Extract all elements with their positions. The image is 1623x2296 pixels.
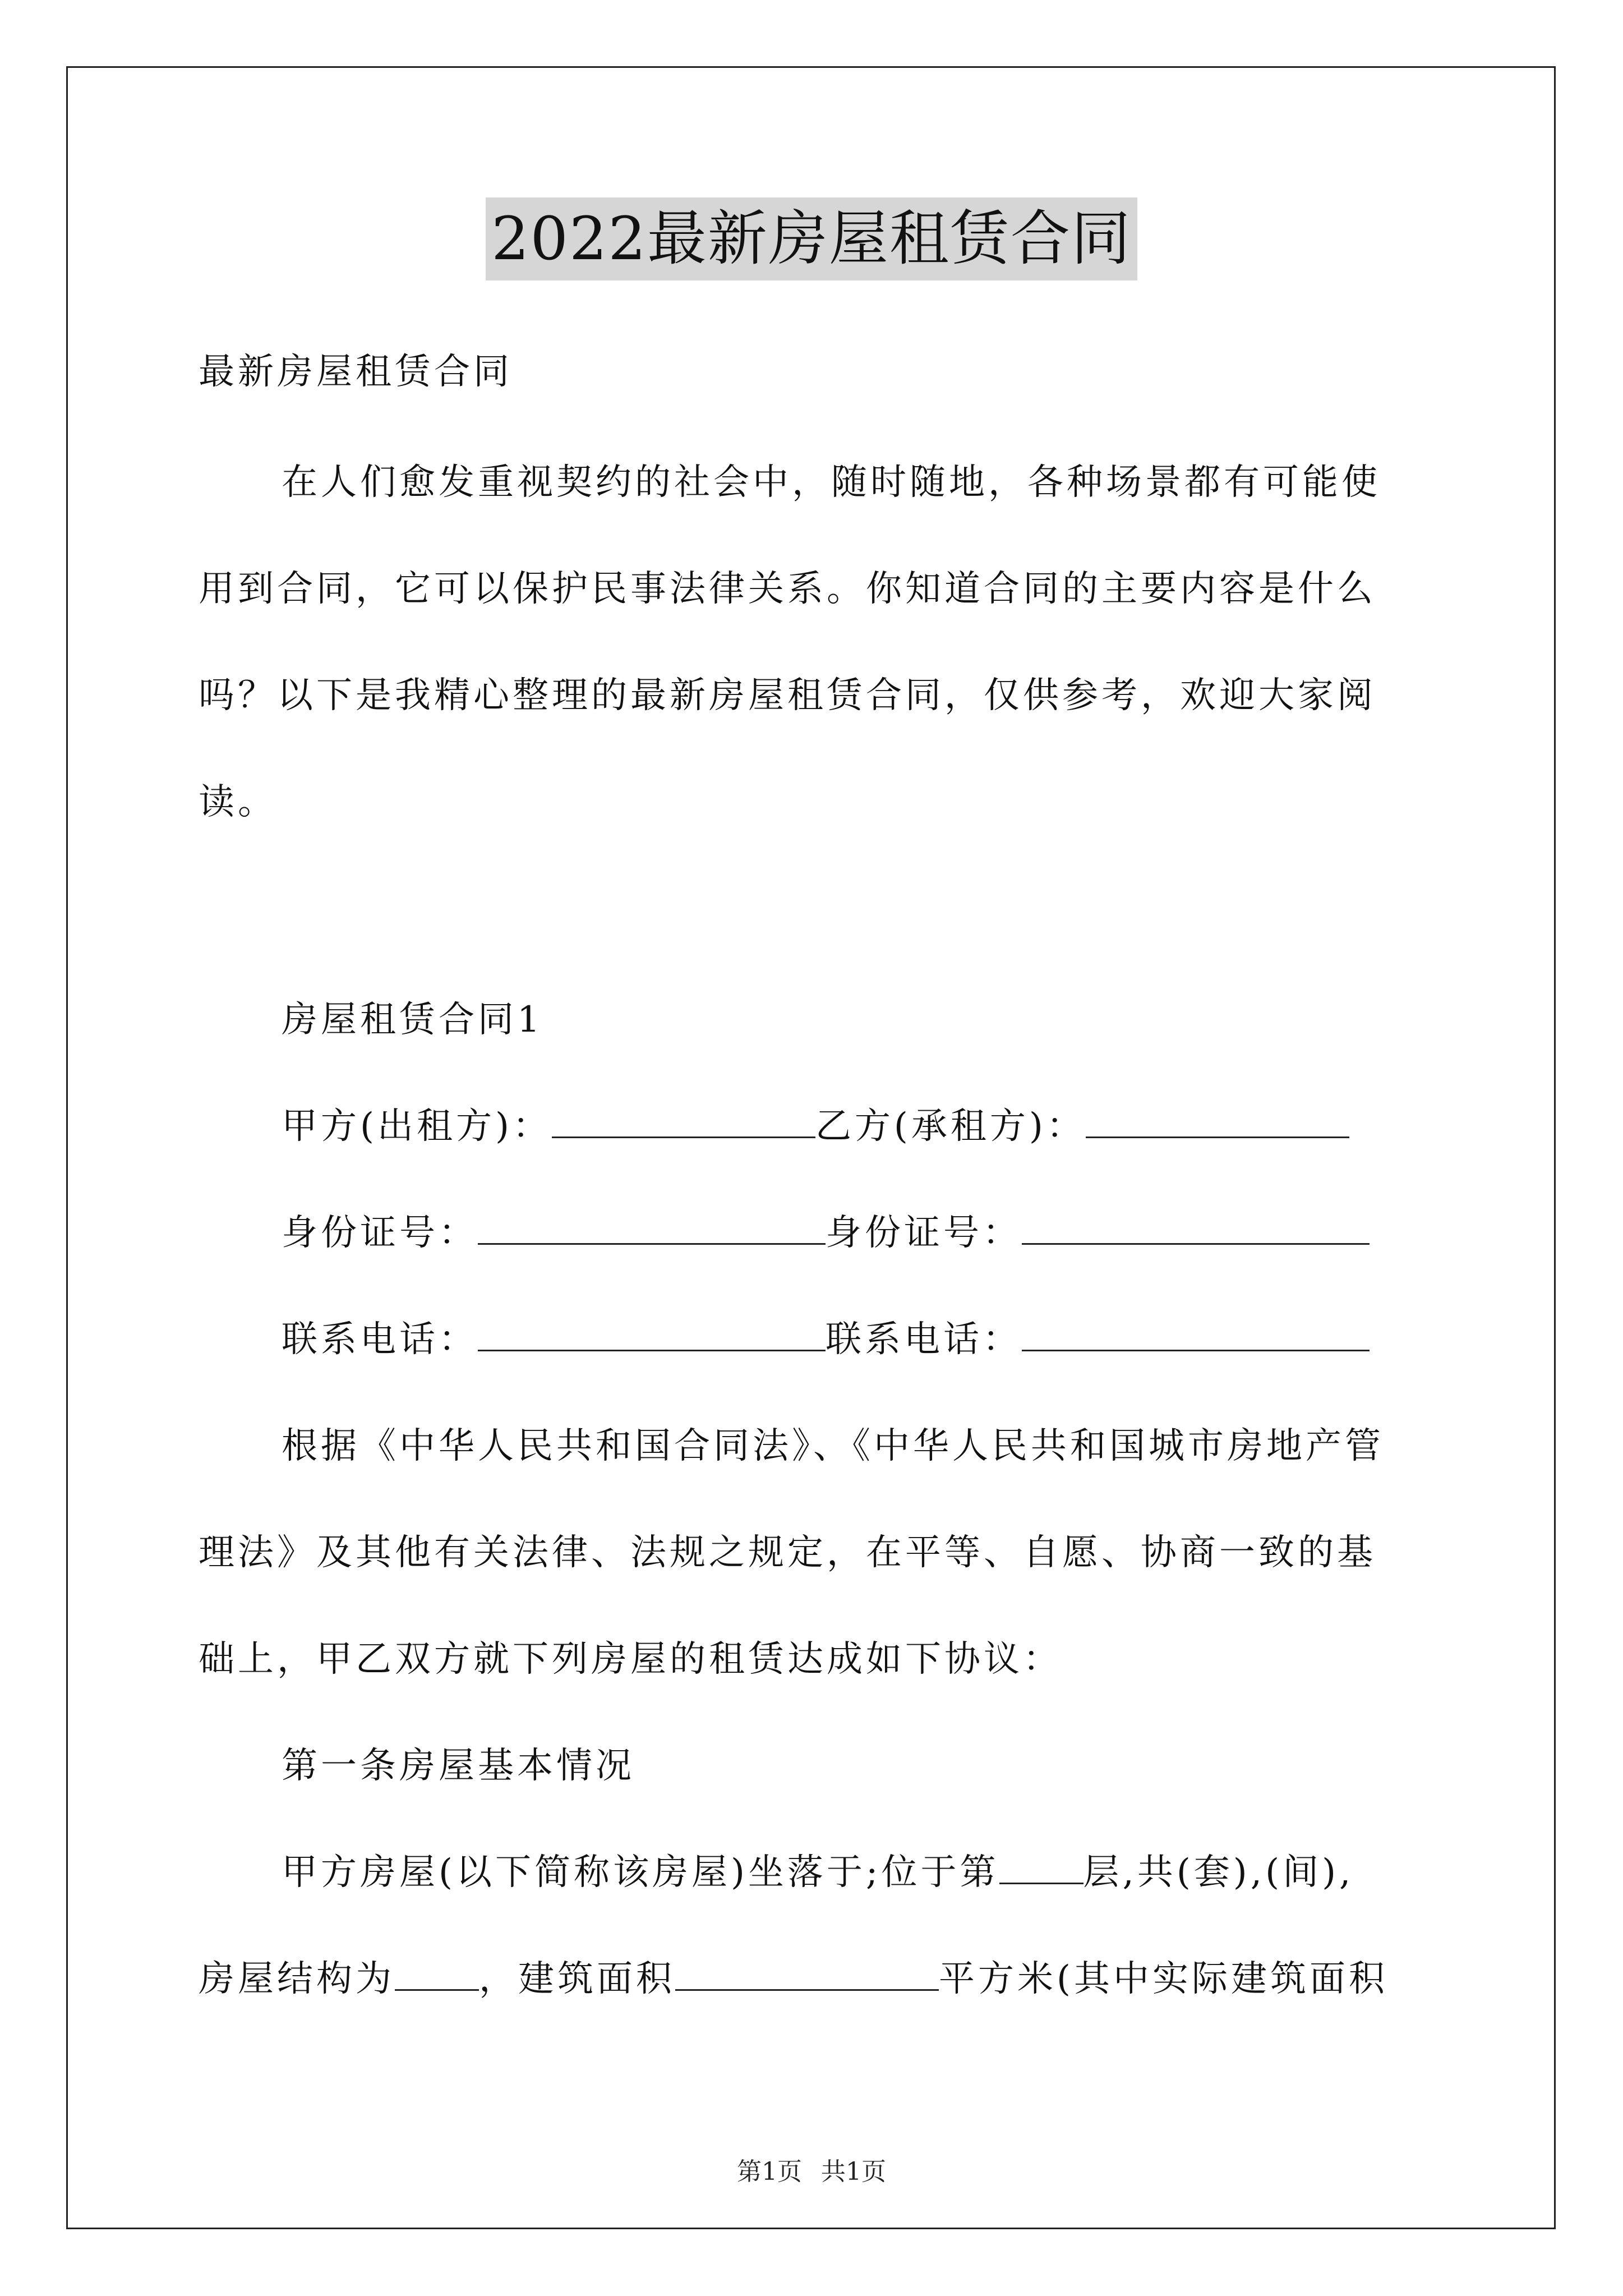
party-b-label: 乙方(承租方)： (815, 1106, 1086, 1147)
party-b-blank (1086, 1102, 1349, 1138)
location-text: 甲方房屋(以下简称该房屋)坐落于;位于第 (282, 1852, 999, 1893)
structure-blank (395, 1954, 479, 1991)
structure-text: 房屋结构为 (199, 1958, 395, 2000)
title-container (0, 197, 1623, 280)
id-row (282, 1208, 1370, 1258)
floor-text: 层,共(套),(间), (1083, 1852, 1354, 1893)
basis-line: 理法》及其他有关法律、法规之规定，在平等、自愿、协商一致的基 (199, 1532, 1376, 1573)
area-text: ，建筑面积 (479, 1958, 675, 2000)
floor-blank (999, 1848, 1083, 1884)
document-title: 2022最新房屋租赁合同 (486, 197, 1137, 280)
basis-line: 根据《中华人民共和国合同法》、《中华人民共和国城市房地产管 (282, 1425, 1384, 1467)
phone-label-b: 联系电话： (826, 1319, 1022, 1360)
article1-line (282, 1847, 1354, 1898)
phone-b-blank (1022, 1315, 1370, 1351)
page-total: 共1页 (821, 2157, 886, 2186)
id-b-blank (1022, 1208, 1370, 1245)
intro-line: 吗？以下是我精心整理的最新房屋租赁合同，仅供参考，欢迎大家阅 (199, 675, 1376, 716)
intro-line: 在人们愈发重视契约的社会中，随时随地，各种场景都有可能使 (282, 462, 1381, 503)
subtitle: 最新房屋租赁合同 (199, 351, 513, 393)
intro-line: 读。 (199, 781, 277, 823)
contract-heading: 房屋租赁合同1 (282, 999, 543, 1041)
page-number: 第1页 (737, 2157, 802, 2186)
intro-line: 用到合同，它可以保护民事法律关系。你知道合同的主要内容是什么 (199, 568, 1376, 610)
phone-a-blank (478, 1315, 826, 1351)
phone-row (282, 1314, 1370, 1365)
phone-label-a: 联系电话： (282, 1319, 478, 1360)
id-label-b: 身份证号： (826, 1212, 1022, 1254)
area-unit-text: 平方米(其中实际建筑面积 (939, 1958, 1388, 2000)
party-a-blank (552, 1102, 815, 1138)
page-footer (0, 2155, 1623, 2189)
id-a-blank (478, 1208, 826, 1245)
id-label-a: 身份证号： (282, 1212, 478, 1254)
party-row (282, 1101, 1349, 1152)
basis-line: 础上，甲乙双方就下列房屋的租赁达成如下协议： (199, 1639, 1062, 1680)
article1-line (199, 1954, 1388, 2004)
party-a-label: 甲方(出租方)： (282, 1106, 552, 1147)
article1-heading: 第一条房屋基本情况 (282, 1745, 635, 1787)
area-blank (675, 1954, 939, 1991)
